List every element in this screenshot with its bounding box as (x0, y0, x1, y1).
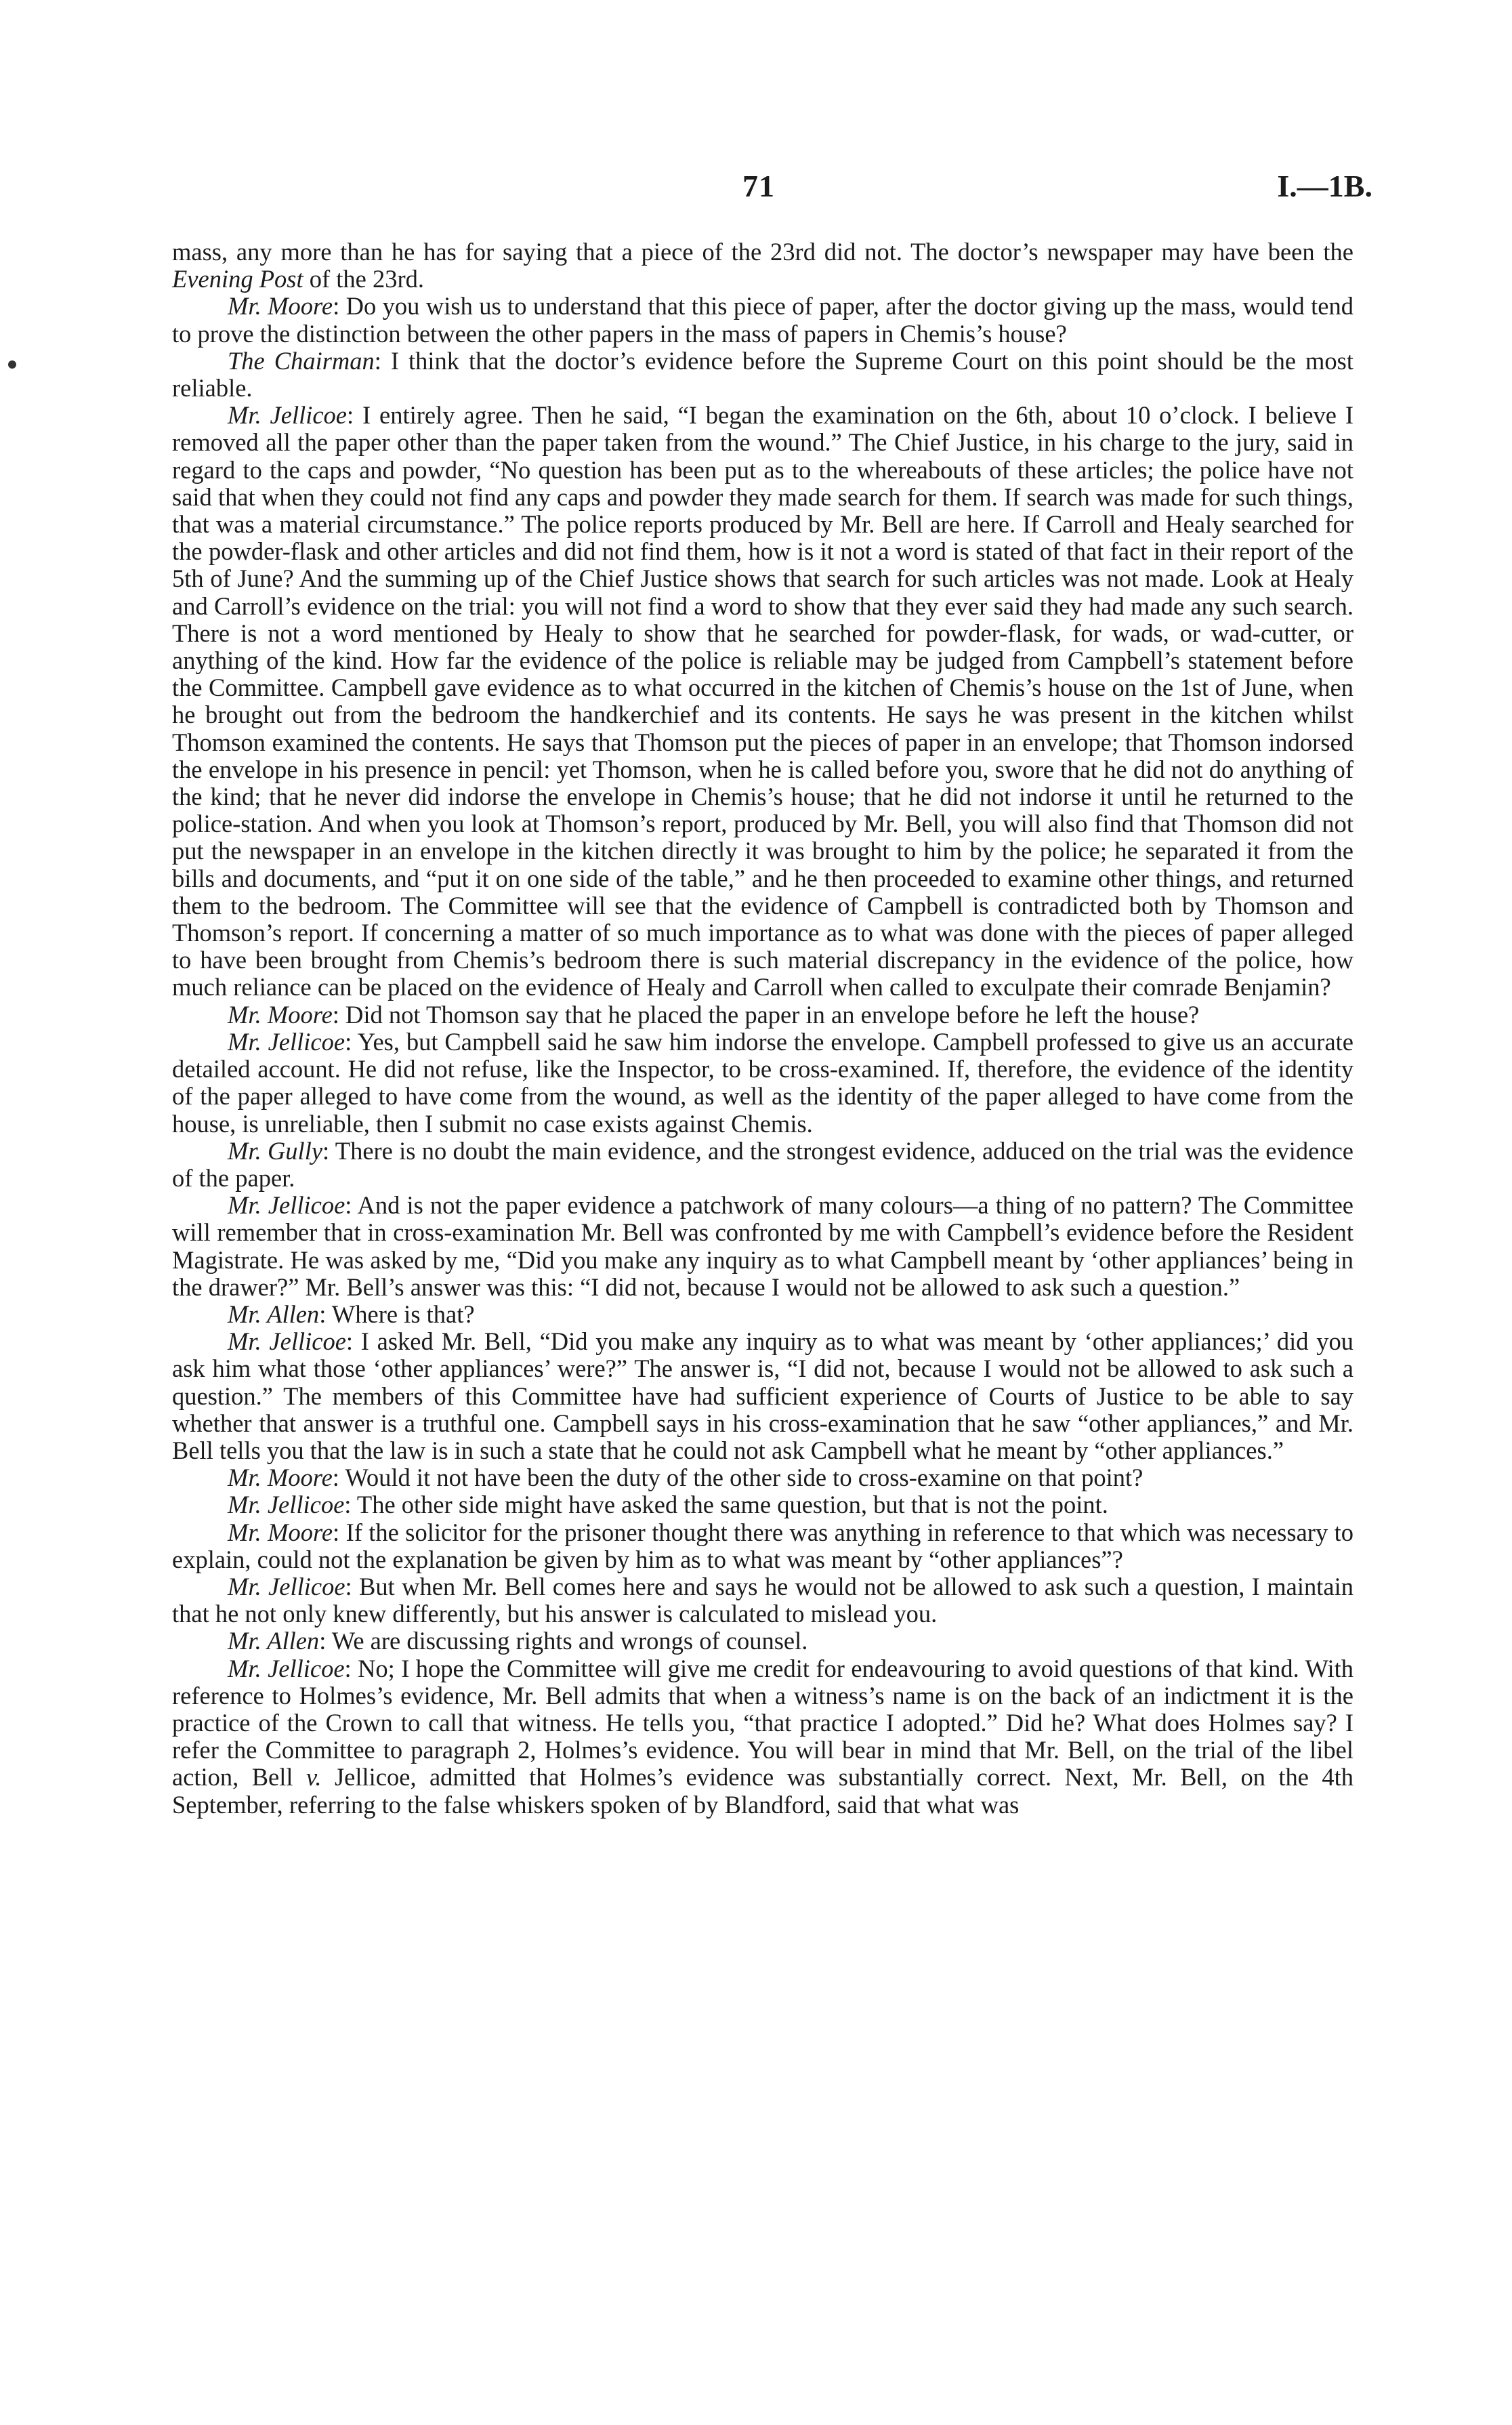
speaker-name: Mr. Moore (228, 1518, 333, 1546)
paragraph (172, 1628, 1353, 1655)
paragraph-text: of the 23rd. (303, 265, 425, 293)
paragraph-text: : Would it not have been the duty of the other side to cross-examine on that point? (332, 1464, 1143, 1492)
speaker-name: Mr. Jellicoe (228, 1654, 345, 1682)
speaker-name: Mr. Gully (228, 1136, 323, 1165)
speaker-name: The Chairman (228, 346, 375, 375)
newspaper-title: Evening Post (172, 265, 303, 293)
paragraph-text: : Yes, but Campbell said he saw him indorse the envelope. Campbell professed to give us an accurate detailed account. He did not refuse, like the Inspector, to be cross-examined. If, therefore, the evidence of the identity of the paper alleged to have come from the wound, as well as the identity of the paper alleged to have come from the house, is unreliable, then I submit no case exists against Chemis. (172, 1027, 1353, 1138)
paragraph (172, 1491, 1353, 1518)
paragraph-text: : Where is that? (319, 1300, 475, 1328)
speaker-name: Mr. Jellicoe (228, 1572, 345, 1600)
paragraph (172, 348, 1353, 402)
paragraph (172, 1001, 1353, 1029)
paragraph (172, 239, 1353, 293)
speaker-name: Mr. Jellicoe (228, 1327, 346, 1356)
paragraph (172, 1328, 1353, 1464)
paragraph-text: : I asked Mr. Bell, “Did you make any inquiry as to what was meant by ‘other appliances;’ did you ask him what those ‘other appliances’ were?” The answer is, “I did not, because I would not be allowed to ask such a question.” The members of this Committee have had sufficient experience of Courts of Justice to be able to say whether that answer is a truthful one. Campbell says in his cross-examination that he saw “other appliances,” and Mr. Bell tells you that the law is in such a state that he could not ask Campbell what he meant by “other appliances.” (172, 1327, 1353, 1464)
paragraph-text: : Did not Thomson say that he placed the paper in an envelope before he left the house? (332, 1000, 1200, 1029)
margin-mark (8, 360, 16, 369)
speaker-name: Mr. Jellicoe (228, 1191, 345, 1220)
paragraph-text: : I entirely agree. Then he said, “I began the examination on the 6th, about 10 o’clock. I believe I removed all the paper other than the paper taken from the wound.” The Chief Justice, in his charge to the jury, said in regard to the caps and powder, “No question has been put as to the whereabouts of these articles; the police have not said that when they could not find any caps and powder they made search for them. If search was made for such things, that was a material circumstance.” The police reports produced by Mr. Bell are here. If Carroll and Healy searched for the powder-flask and other articles and did not find them, how is it not a word is stated of that fact in their report of the 5th of June? And the summing up of the Chief Justice shows that search for such articles was not made. Look at Healy and Carroll’s evidence on the trial: you will not find a word to show that they ever said they had made any such search. There is not a word mentioned by Healy to show that he searched for powder-flask, for wads, or wad-cutter, or anything of the kind. How far the evidence of the police is reliable may be judged from Campbell’s statement before the Committee. Campbell gave evidence as to what occurred in the kitchen of Chemis’s house on the 1st of June, when he brought out from the bedroom the handkerchief and its contents. He says he was present in the kitchen whilst Thomson examined the contents. He says that Thomson put the pieces of paper in an envelope; that Thomson indorsed the envelope in his presence in pencil: yet Thomson, when he is called before you, swore that he did not do anything of the kind; that he never did indorse the envelope in Chemis’s house; that he did not indorse it until he returned to the police-station. And when you look at Thomson’s report, produced by Mr. Bell, you will also find that Thomson did not put the newspaper in an envelope in the kitchen directly it was brought to him by the police; he separated it from the bills and documents, and “put it on one side of the table,” and he then proceeded to examine other things, and returned them to the bedroom. The Committee will see that the evidence of Campbell is contradicted both by Thomson and Thomson’s report. If concerning a matter of so much importance as to what was done with the pieces of paper alleged to have been brought from Chemis’s bedroom there is such material discrepancy in the evidence of the police, how much reliance can be placed on the evidence of Healy and Carroll when called to exculpate their comrade Benjamin? (172, 401, 1353, 1001)
paragraph (172, 1138, 1353, 1192)
paragraph-text: : No; I hope the Committee will give me credit for endeavouring to avoid questions of that kind. With reference to Holmes’s evidence, Mr. Bell admits that when a witness’s name is on the back of an indictment it is the practice of the Crown to call that witness. He tells you, “that practice I adopted.” Did he? What does Holmes say? I refer the Committee to paragraph 2, Holmes’s evidence. You will bear in mind that Mr. Bell, on the trial of the libel action, Bell (172, 1654, 1353, 1791)
paragraph-text: mass, any more than he has for saying that a piece of the 23rd did not. The doctor’s newspaper may have been the (172, 238, 1353, 266)
speaker-name: Mr. Allen (228, 1627, 320, 1655)
paragraph (172, 1519, 1353, 1573)
paragraph (172, 1301, 1353, 1328)
paragraph (172, 1464, 1353, 1491)
paragraph-text: : Do you wish us to understand that this piece of paper, after the doctor giving up the mass, would tend to prove the distinction between the other papers in the mass of papers in Chemis’s house? (172, 292, 1353, 348)
paragraph (172, 1573, 1353, 1628)
speaker-name: Mr. Jellicoe (228, 1027, 345, 1056)
speaker-name: Mr. Jellicoe (228, 401, 348, 430)
paragraph-text: : But when Mr. Bell comes here and says he would not be allowed to ask such a question, I maintain that he not only knew differently, but his answer is calculated to mislead you. (172, 1572, 1353, 1628)
document-body (172, 239, 1353, 1819)
paragraph-text: : There is no doubt the main evidence, and the strongest evidence, adduced on the trial was the evidence of the paper. (172, 1136, 1354, 1192)
paragraph-text: : We are discussing rights and wrongs of counsel. (319, 1627, 808, 1655)
speaker-name: Mr. Jellicoe (228, 1491, 345, 1519)
speaker-name: Mr. Allen (228, 1300, 320, 1328)
paragraph-text: : If the solicitor for the prisoner thought there was anything in reference to that which was necessary to explain, could not the explanation be given by him as to what was meant by “other appliances”? (172, 1518, 1353, 1573)
paragraph (172, 1655, 1353, 1819)
paragraph (172, 1192, 1353, 1301)
paragraph (172, 402, 1353, 1001)
paragraph-text: : The other side might have asked the same question, but that is not the point. (344, 1491, 1108, 1519)
paragraph-text: Jellicoe, admitted that Holmes’s evidence was substantially correct. Next, Mr. Bell, on the 4th September, referring to the false whiskers spoken of by Blandford, said that what was (172, 1763, 1353, 1819)
paragraph (172, 1029, 1353, 1138)
speaker-name: Mr. Moore (228, 1464, 333, 1492)
speaker-name: Mr. Moore (228, 1000, 333, 1029)
speaker-name: Mr. Moore (228, 292, 333, 320)
paragraph-text: : I think that the doctor’s evidence before the Supreme Court on this point should be the most reliable. (172, 346, 1353, 402)
paragraph (172, 293, 1353, 347)
page-number: 71 (742, 169, 775, 203)
paragraph-text: : And is not the paper evidence a patchwork of many colours—a thing of no pattern? The Committee will remember that in cross-examination Mr. Bell was confronted by me with Campbell’s evidence before the Resident Magistrate. He was asked by me, “Did you make any inquiry as to what Campbell meant by ‘other appliances’ being in the drawer?” Mr. Bell’s answer was this: “I did not, because I would not be allowed to ask such a question.” (172, 1191, 1353, 1301)
document-reference: I.—1B. (1277, 169, 1372, 203)
case-versus: v. (306, 1763, 322, 1791)
